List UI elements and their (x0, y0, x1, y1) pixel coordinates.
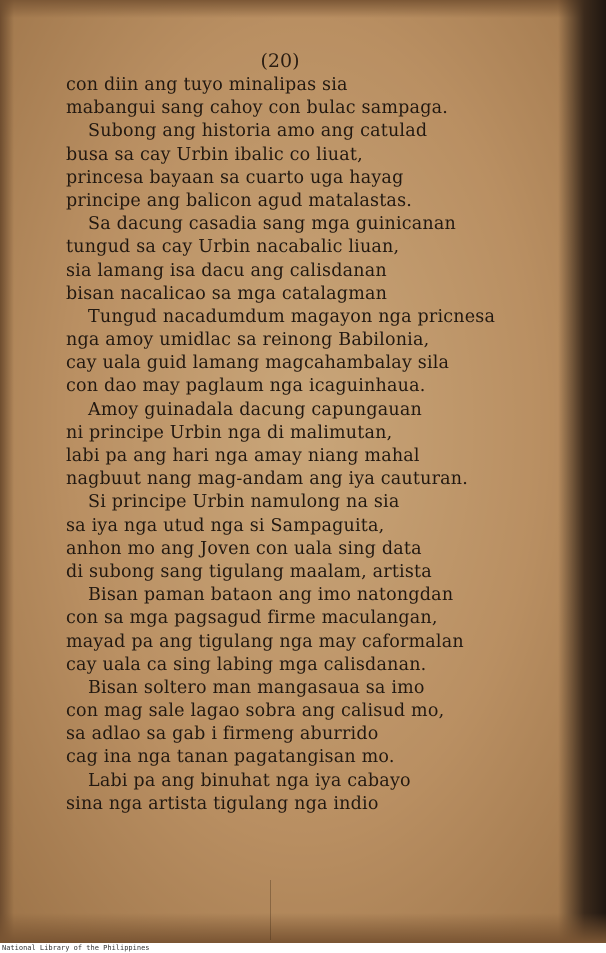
page-left-edge (0, 0, 14, 943)
text-line: mayad pa ang tigulang nga may caformalan (66, 631, 464, 652)
text-line: Labi pa ang binuhat nga iya cabayo (88, 770, 411, 791)
text-line: labi pa ang hari nga amay niang mahal (66, 446, 420, 466)
text-line: Bisan soltero man mangasaua sa imo (88, 677, 425, 698)
text-line: bisan nacalicao sa mga catalagman (66, 283, 388, 304)
footer-bar (0, 943, 606, 953)
text-line: con diin ang tuyo minalipas sia (66, 75, 348, 95)
poem-text (66, 74, 536, 816)
text-line: sia lamang isa dacu ang calisdanan (66, 260, 387, 281)
text-line: Sa dacung casadia sang mga guinicanan (88, 214, 456, 235)
text-line: con mag sale lagao sobra ang calisud mo, (66, 701, 445, 722)
page-top-edge (0, 0, 606, 18)
text-line: Bisan paman bataon ang imo natongdan (88, 585, 454, 606)
paper-crease (270, 880, 351, 940)
text-line: nagbuut nang mag-andam ang iya cauturan. (66, 469, 469, 490)
text-line: di subong sang tigulang maalam, artista (66, 561, 432, 582)
text-line: mabangui sang cahoy con bulac sampaga. (66, 98, 448, 119)
text-line: Tungud nacadumdum magayon nga pricnesa (88, 306, 496, 327)
text-line: sa adlao sa gab i firmeng aburrido (66, 724, 379, 745)
text-line: anhon mo ang Joven con uala sing data (66, 538, 422, 559)
text-line: princesa bayaan sa cuarto uga hayag (66, 167, 404, 188)
text-line: cay uala guid lamang magcahambalay sila (66, 353, 450, 374)
text-line: sa iya nga utud nga si Sampaguita, (66, 515, 385, 536)
text-line: nga amoy umidlac sa reinong Babilonia, (66, 330, 430, 351)
text-line: principe ang balicon agud matalastas. (66, 190, 413, 211)
text-line: busa sa cay Urbin ibalic co liuat, (66, 144, 363, 165)
text-line: cay uala ca sing labing mga calisdanan. (66, 654, 427, 675)
text-line: cag ina nga tanan pagatangisan mo. (66, 747, 395, 768)
text-line: Subong ang historia amo ang catulad (88, 121, 428, 142)
text-line: sina nga artista tigulang nga indio (66, 793, 379, 814)
text-line: Si principe Urbin namulong na sia (88, 492, 400, 513)
text-line: Amoy guinadala dacung capungauan (88, 399, 422, 420)
page-number: (20) (260, 50, 300, 72)
text-line: con dao may paglaum nga icaguinhaua. (66, 376, 426, 397)
book-spine-shadow (558, 0, 606, 943)
text-line: con sa mga pagsagud firme maculangan, (66, 608, 438, 629)
text-line: ni principe Urbin nga di malimutan, (66, 422, 393, 443)
text-line: tungud sa cay Urbin nacabalic liuan, (66, 237, 400, 258)
source-credit: National Library of the Philippines (2, 944, 150, 952)
